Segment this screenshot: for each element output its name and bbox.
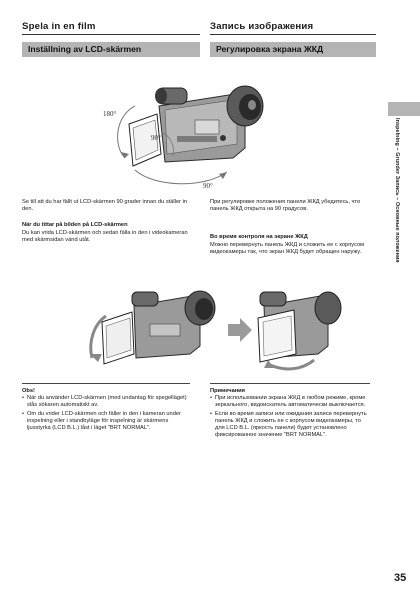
title-rule-left	[22, 34, 200, 35]
angle-label-180: 180°	[103, 110, 117, 118]
side-index-tab	[388, 102, 420, 116]
mirror-body-russian: Можно перевернуть панель ЖКД и сложить ее с корпусом видеокамеры так, что экран ЖКД будет обращен наружу.	[210, 242, 365, 256]
note-item: • Om du vrider LCD-skärmen och fäller in den i kameran under inspelning eller i standbyläge för inspelning är skärmens ljusstyrka (LCD B.L.) låst i läget "BRT NORMAL".	[22, 411, 190, 433]
notes-heading-swedish: Obs!	[22, 388, 35, 394]
intro-text-russian: При регулировке положения панели ЖКД убедитесь, что панель ЖКД открыта на 90 градусов.	[210, 199, 361, 213]
intro-text-swedish: Se till att du har fällt ut LCD-skärmen 90 grader innan du ställer in den.	[22, 199, 188, 213]
note-item: • При использовании экрана ЖКД в любом режиме, кроме зеркального, видоискатель автоматически выключается.	[210, 395, 370, 409]
camcorder-lcd-rotation-figure	[95, 76, 295, 194]
camcorder-lcd-flip-figure	[88, 284, 338, 376]
section-title-swedish: Spela in en film	[22, 21, 96, 32]
side-index-label: Inspelning – Grunder Запись – Основные положения	[394, 118, 400, 263]
notes-swedish	[22, 388, 190, 433]
notes-rule-right	[210, 383, 370, 384]
subtitle-bar-russian: Регулировка экрана ЖКД	[210, 42, 376, 57]
side-index-text	[389, 118, 405, 308]
page-number: 35	[394, 572, 407, 584]
mirror-heading-swedish: När du tittar på bilden på LCD-skärmen	[22, 222, 128, 228]
angle-label-90-inner: 90°	[151, 134, 161, 142]
mirror-heading-russian: Во время контроля на экране ЖКД	[210, 234, 308, 240]
notes-rule-left	[22, 383, 190, 384]
notes-heading-russian: Примечания	[210, 388, 246, 394]
mirror-body-swedish: Du kan vrida LCD-skärmen och sedan fälla in den i videokameran med skärmsidan vänd utåt.	[22, 230, 188, 244]
title-rule-right	[210, 34, 376, 35]
section-title-russian: Запись изображения	[210, 21, 314, 32]
angle-label-90-bottom: 90°	[203, 182, 213, 190]
subtitle-bar-swedish: Inställning av LCD-skärmen	[22, 42, 200, 57]
note-item: • Если во время записи или ожидания записи перевернуть панель ЖКД и сложить ее с корпусом видеокамеры, то для LCD B.L. (яркость панели) будет установлено фиксированное значение "BRT NORMAL".	[210, 411, 370, 440]
notes-russian	[210, 388, 370, 440]
note-item: • När du använder LCD-skärmen (med undantag för spegelläget) slås sökaren automatiskt av.	[22, 395, 190, 409]
